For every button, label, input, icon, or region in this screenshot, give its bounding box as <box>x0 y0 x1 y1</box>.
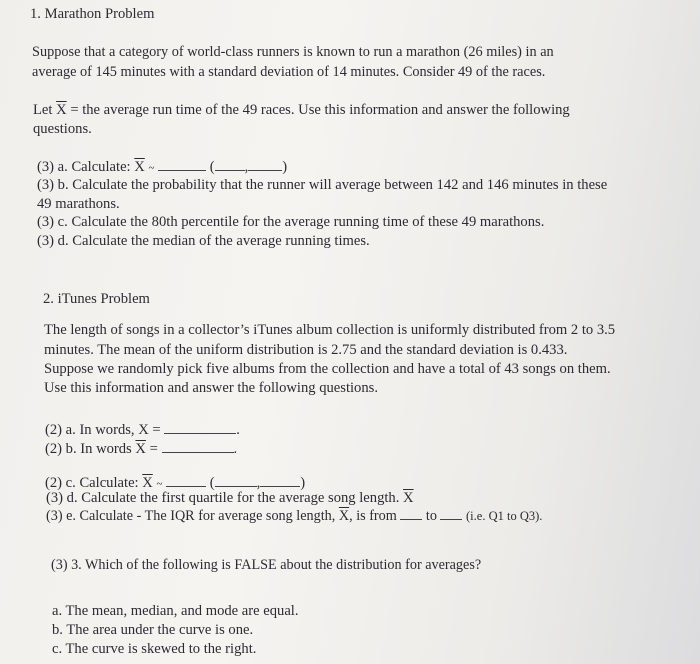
marathon-heading: 1. Marathon Problem <box>30 6 155 22</box>
question-a-text: (2) a. In words, X = <box>45 422 161 438</box>
marathon-intro-line-2: average of 145 minutes with a standard deviation of 14 minutes. Consider 49 of the races. <box>32 64 546 80</box>
to-text: to <box>425 508 437 524</box>
xbar-symbol: $\overline{X}$ <box>403 490 414 506</box>
xbar-symbol: $\overline{X}$ <box>135 441 146 457</box>
question-d-text: (3) d. Calculate the first quartile for the average song length. <box>46 490 400 506</box>
marathon-question-a <box>37 158 287 177</box>
marathon-intro-line-1: Suppose that a category of world-class runners is known to run a marathon (26 miles) in an <box>32 44 554 60</box>
close-paren: ) <box>300 475 306 491</box>
equals-sign: = <box>149 441 158 457</box>
question-a-text: (3) a. Calculate: <box>37 159 131 175</box>
q3-blank[interactable] <box>440 507 462 520</box>
marathon-question-d: (3) d. Calculate the median of the average running times. <box>37 233 370 249</box>
xbar-symbol: $\overline{X}$ <box>338 508 350 524</box>
period: . <box>233 441 238 457</box>
itunes-paragraph-line-4: Use this information and answer the following questions. <box>44 380 378 396</box>
words-x-blank[interactable] <box>164 421 236 434</box>
comma: , <box>244 159 249 175</box>
sd-blank[interactable] <box>248 158 282 171</box>
question-e-text: (3) e. Calculate - The IQR for average song length, <box>46 508 336 524</box>
tilde-symbol: ~ <box>148 162 155 174</box>
tilde-symbol: ~ <box>156 478 163 490</box>
itunes-question-a <box>45 421 240 439</box>
marathon-question-b-line-1: (3) b. Calculate the probability that the runner will average between 142 and 146 minutes in these <box>37 177 608 193</box>
itunes-question-d <box>46 489 414 507</box>
q3-option-c: c. The curve is skewed to the right. <box>52 641 257 657</box>
q3-option-b: b. The area under the curve is one. <box>52 622 254 638</box>
q3-question: (3) 3. Which of the following is FALSE about the distribution for averages? <box>51 557 482 573</box>
xbar-symbol: $\overline{X}$ <box>142 475 153 491</box>
let-label: Let <box>33 102 53 118</box>
itunes-question-b <box>45 440 237 458</box>
itunes-paragraph-line-3: Suppose we randomly pick five albums from the collection and have a total of 43 songs on them. <box>44 361 611 377</box>
let-definition: = the average run time of the 49 races. Use this information and answer the following <box>70 102 570 118</box>
q1-blank[interactable] <box>400 507 422 520</box>
q3-option-a: a. The mean, median, and mode are equal. <box>52 603 299 619</box>
distribution-blank[interactable] <box>158 158 206 171</box>
distribution-blank[interactable] <box>166 474 206 487</box>
ie-note: (i.e. Q1 to Q3). <box>466 509 543 523</box>
marathon-let-line <box>33 101 570 119</box>
marathon-question-c: (3) c. Calculate the 80th percentile for the average running time of these 49 marathons. <box>37 214 545 230</box>
comma: , <box>256 475 261 491</box>
itunes-heading: 2. iTunes Problem <box>43 291 150 307</box>
mean-blank[interactable] <box>215 474 257 487</box>
question-c-text: (2) c. Calculate: <box>45 475 139 491</box>
sd-blank[interactable] <box>260 474 300 487</box>
marathon-let-line-2: questions. <box>33 121 92 137</box>
open-paren: ( <box>209 475 215 491</box>
xbar-symbol: $\overline{X}$ <box>134 159 145 175</box>
mean-blank[interactable] <box>215 158 245 171</box>
is-from-text: , is from <box>349 508 397 524</box>
marathon-question-b-line-2: 49 marathons. <box>37 196 120 212</box>
period: . <box>236 422 240 438</box>
words-xbar-blank[interactable] <box>162 440 234 453</box>
open-paren: ( <box>209 159 215 175</box>
itunes-paragraph-line-2: minutes. The mean of the uniform distribution is 2.75 and the standard deviation is 0.433. <box>44 342 568 358</box>
itunes-question-e <box>46 507 542 525</box>
close-paren: ) <box>282 159 288 175</box>
itunes-paragraph-line-1: The length of songs in a collector’s iTunes album collection is uniformly distributed from 2 to 3.5 <box>44 322 616 338</box>
xbar-symbol: $\overline{X}$ <box>56 102 67 118</box>
question-b-text: (2) b. In words <box>45 441 132 457</box>
